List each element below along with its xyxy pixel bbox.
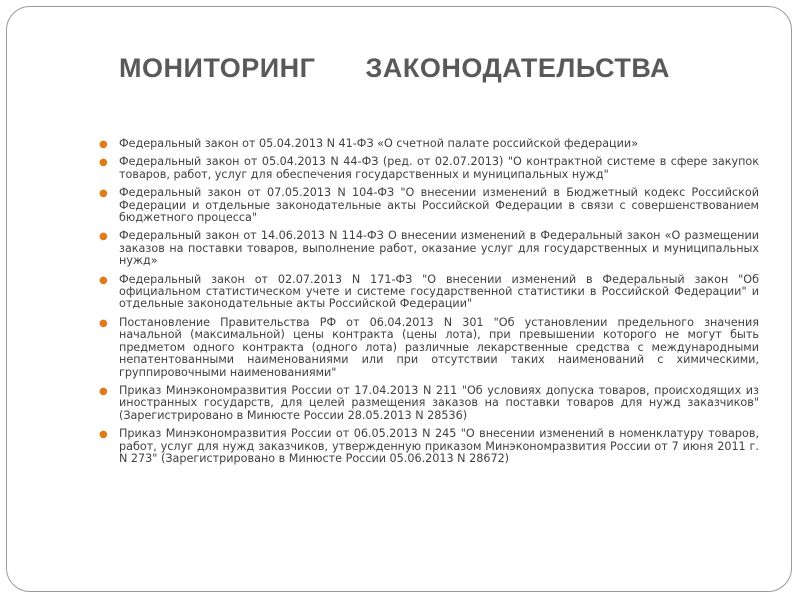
bullet-list	[99, 138, 759, 471]
bullet-dot-icon: ●	[99, 429, 108, 441]
list-item-text: Федеральный закон от 07.05.2013 N 104-ФЗ "О внесении изменений в Бюджетный кодекс Российской Федерации и отдельные законодательные акты Российской Федерации в связи с совершенствованием бюджетного процесса"	[119, 186, 759, 225]
bullet-dot-icon: ●	[99, 274, 108, 286]
bullet-dot-icon: ●	[99, 188, 108, 200]
list-item-text: Федеральный закон от 05.04.2013 N 44-ФЗ (ред. от 02.07.2013) "О контрактной системе в сфере закупок товаров, работ, услуг для обеспечения государственных и муниципальных нужд"	[119, 155, 759, 181]
list-item	[99, 317, 759, 379]
list-item	[99, 385, 759, 422]
list-item-text: Приказ Минэкономразвития России от 06.05.2013 N 245 "О внесении изменений в номенклатуру товаров, работ, услуг для нужд заказчиков, утвержденную приказом Минэкономразвития России от 7 июня 2011 г. N 273" (Зарегистрировано в Минюсте России 05.06.2013 N 28672)	[119, 427, 759, 465]
list-item-text: Федеральный закон от 02.07.2013 N 171-ФЗ "О внесении изменений в Федеральный закон "Об официальном статистическом учете и системе государственной статистики в Российской Федерации" и отдельные законодательные акты Российской Федерации"	[119, 272, 759, 311]
list-item-text: Постановление Правительства РФ от 06.04.2013 N 301 "Об установлении предельного значения начальной (максимальной) цены контракта (цены лота), при превышении которого не могут быть предметом одного контракта (одного лота) различные лекарственные средства с международными непатентованными наименованиями или при отсутствии таких наименований с химическими, группировочными наименованиями"	[119, 315, 759, 379]
bullet-dot-icon: ●	[99, 385, 108, 397]
bullet-dot-icon: ●	[99, 231, 108, 243]
list-item	[99, 138, 759, 150]
slide-frame	[6, 6, 792, 592]
bullet-dot-icon: ●	[99, 317, 108, 329]
list-item-text: Федеральный закон от 14.06.2013 N 114-ФЗ О внесении изменений в Федеральный закон «О размещении заказов на поставки товаров, выполнение работ, оказание услуг для государственных и муниципальных нужд»	[119, 229, 759, 268]
bullet-dot-icon: ●	[99, 157, 108, 169]
slide-title	[119, 53, 759, 84]
list-item-text: Приказ Минэкономразвития России от 17.04.2013 N 211 "Об условиях допуска товаров, происходящих из иностранных государств, для целей размещения заказов на поставки товаров для нужд заказчиков" (Зарегистрировано в Минюсте России 28.05.2013 N 28536)	[119, 383, 759, 422]
list-item	[99, 428, 759, 465]
list-item-text: Федеральный закон от 05.04.2013 N 41-ФЗ «О счетной палате российской федерации»	[119, 137, 639, 150]
bullet-dot-icon: ●	[99, 139, 108, 150]
list-item	[99, 187, 759, 224]
list-item	[99, 156, 759, 181]
slide-title-word-2: ЗАКОНОДАТЕЛЬСТВА	[365, 53, 671, 83]
list-item	[99, 274, 759, 311]
slide-title-word-1: МОНИТОРИНГ	[119, 53, 316, 83]
list-item	[99, 230, 759, 267]
